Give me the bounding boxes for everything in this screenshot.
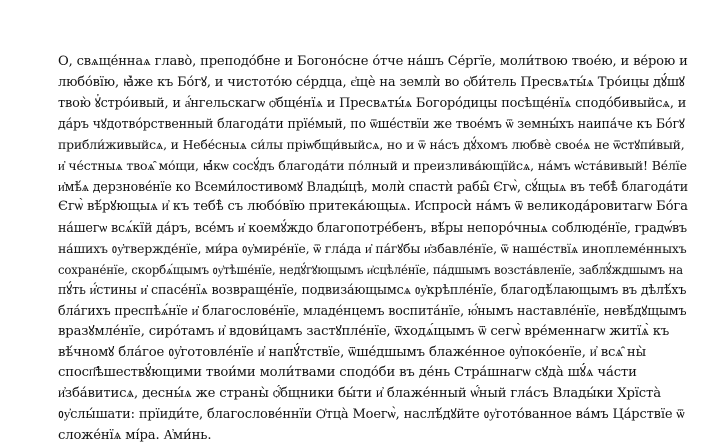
prayer-line: на́шихъ ᲂу҆твержде́нїе, ми́ра ᲂу҆мире́нїе, ѿ гла́да и҆ па́гꙋбы и҆збавле́нїе, ѿ наше́ствїѧ иноплеме́нныхъ: [58, 239, 688, 260]
prayer-line: ᲂу҆слы́шати: прїиди́те, благослове́ннїи Ѻ҆тца̀ Моегѡ̀, наслѣ́дꙋйте ᲂу҆гото́ванное ва́мъ Ца́рствїе ѿ: [58, 405, 688, 426]
prayer-line: Єгѡ̀ вѣ́рꙋющыѧ и҆ къ тебѣ̀ съ любо́вїю притека́ющыѧ. И҆спросѝ на́мъ ѿ великода́ровитагѡ Бо́га: [58, 197, 688, 218]
prayer-line: бла́гихъ преспѣѧ́нїе и҆ благослове́нїе, младе́нцемъ воспита́нїе, ю҆́нымъ наставле́нїе, невѣ́дꙋщымъ: [58, 301, 688, 322]
prayer-line: да́ръ чꙋдотво́рственный благода́ти прїе́мый, по ѿше́ствїи же твое́мъ ѿ земны́хъ наипа́че къ Бо́гꙋ: [58, 114, 688, 135]
prayer-line: вѣ́чномꙋ бла́гое ᲂу҆готовле́нїе и҆ напꙋ́тствїе, ѿше́дшымъ блаже́нное ᲂу҆поко́енїе, и҆ всѧ̑ ны̀: [58, 343, 688, 364]
prayer-line: О, свѧще́ннаѧ главо̀, преподо́бне и Богоно́сне о́тче на́шъ Се́ргїе, моли́твою твое́ю, и ве́рою и: [58, 52, 688, 73]
prayer-line: сохране́нїе, скорбѧ́щымъ ᲂу҆тѣше́нїе, недꙋ́гꙋющымъ и҆сцѣле́нїе, па́дшымъ возста́вленїе, заблꙋ́ждшымъ на: [58, 260, 688, 281]
prayer-line: и҆мѣ́ѧ дерзнове́нїе ко Всеми́лостивомꙋ Влады́цѣ, молѝ спастѝ рабы̑ Єгѡ̀, сꙋ́щыѧ въ тебѣ̀ благода́ти: [58, 177, 688, 198]
prayer-line: и҆зба́витисѧ, десны́ѧ же страны̀ ѻ҆́бщники бы́ти и҆ блаже́нный ѡ҆́ный гла́съ Влады́ки Хрїста̀: [58, 384, 688, 405]
prayer-line: и҆ че́стныѧ твоѧ̑ мо́щи, ꙗ҆́кѡ сосꙋ́дъ благода́ти по́лный и преизлива́ющїйсѧ, на́мъ ѡ҆ста́вивый! Ве́лїе: [58, 156, 688, 177]
prayer-line: любо́вїю, ꙗ҆̀же къ Бо́гꙋ, и чистото́ю се́рдца, є҆щѐ на землѝ во ѻ҆би́тель Пресвѧты́ѧ Тро́ицы дꙋ́шꙋ: [58, 73, 688, 94]
prayer-line: вразꙋмле́нїе, сиро́тамъ и҆ вдови́цамъ застꙋпле́нїе, ѿходѧ́щымъ ѿ сегѡ̀ вре́меннагѡ житїѧ̀ къ: [58, 322, 688, 343]
prayer-line: спосп҃ѣшествꙋ́ющими твои́ми моли́твами сподо́би въ де́нь Стра́шнагѡ сꙋда̀ шꙋ́ѧ ча́сти: [58, 363, 688, 384]
prayer-line: прибли́живыйсѧ, и Небе́сныѧ си́лы пріѡбщи́выйсѧ, но и ѿ на́съ дꙋ́хомъ любвѐ свое́ѧ не ѿстꙋпи́вый,: [58, 135, 688, 156]
prayer-line: твою̀ ꙋ҆стро́ивый, и а҆́нгельскагѡ ѻ҆бще́нїѧ и Пресвѧты́ѧ Богоро́дицы посѣще́нїѧ сподо́бивыйсѧ, и: [58, 94, 688, 115]
prayer-line: пꙋ́ть и҆́стины и҆ спасе́нїѧ возвраще́нїе, подвиза́ющымсѧ ᲂу҆крѣпле́нїе, благодѣ́лающымъ въ дѣлѣ́хъ: [58, 280, 688, 301]
prayer-line: сложе́нїѧ мі́ра. А҆ми́нь.: [58, 426, 688, 446]
prayer-line: на́шегѡ всѧ́кїй да́ръ, все́мъ и҆ коемꙋ́ждо благопотре́бенъ, вѣ́ры непоро́чныѧ соблюде́нїе, градѡ́въ: [58, 218, 688, 239]
prayer-text: [58, 52, 688, 446]
